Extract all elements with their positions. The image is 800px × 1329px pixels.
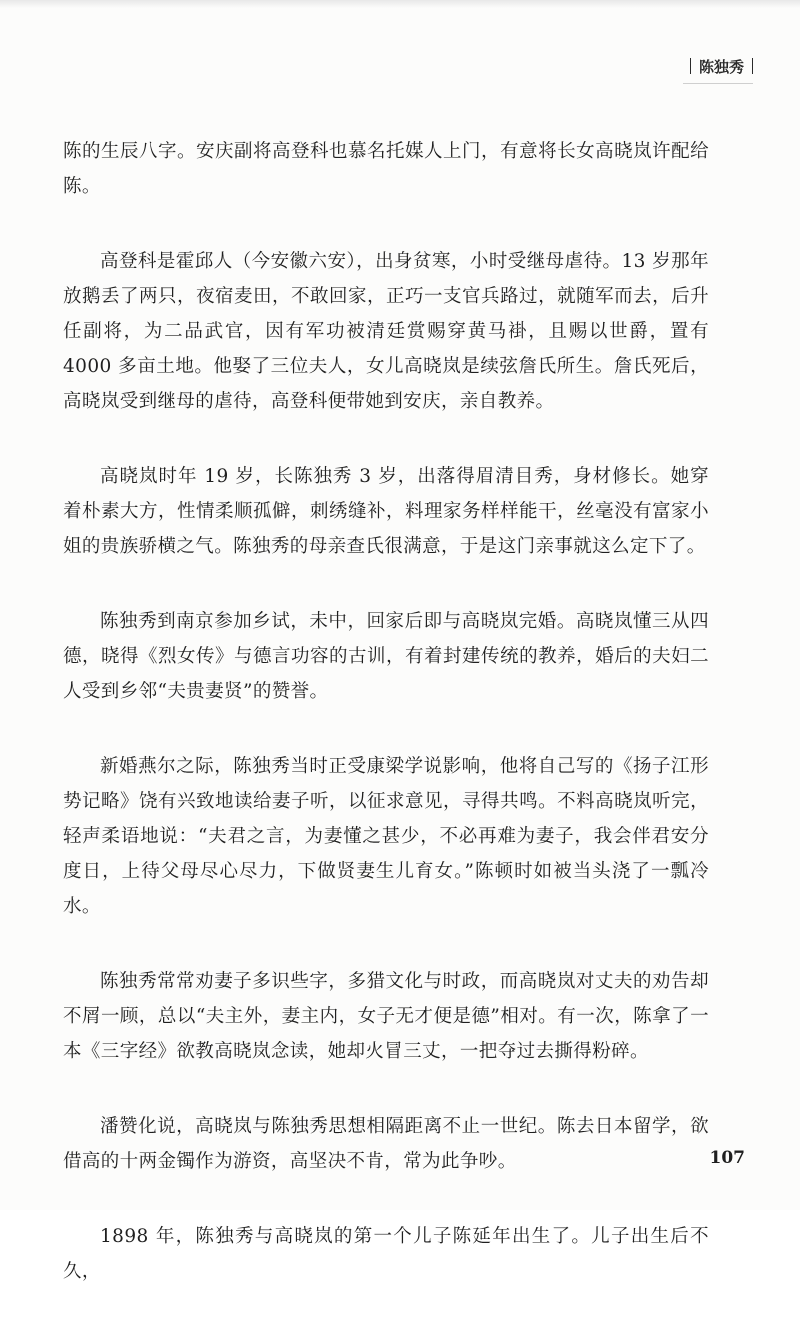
- page-top-edge: [0, 0, 800, 8]
- paragraph: 陈独秀常常劝妻子多识些字，多猎文化与时政，而高晓岚对丈夫的劝告却不屑一顾，总以“夫主外，妻主内，女子无才便是德”相对。有一次，陈拿了一本《三字经》欲教高晓岚念读，她却火冒三丈，一把夺过去撕得粉碎。: [63, 971, 709, 1062]
- paragraph: 高晓岚时年 19 岁，长陈独秀 3 岁，出落得眉清目秀，身材修长。她穿着朴素大方，性情柔顺孤僻，刺绣缝补，料理家务样样能干，丝毫没有富家小姐的贵族骄横之气。陈独秀的母亲查氏很满意，于是这门亲事就这么定下了。: [63, 466, 709, 557]
- paragraph-continued: 陈的生辰八字。安庆副将高登科也慕名托媒人上门，有意将长女高晓岚许配给陈。: [63, 141, 709, 197]
- header-right-bar: [752, 58, 753, 74]
- body-text: [63, 134, 709, 1329]
- paragraph: 陈独秀到南京参加乡试，未中，回家后即与高晓岚完婚。高晓岚懂三从四德，晓得《烈女传》与德言功容的古训，有着封建传统的教养，婚后的夫妇二人受到乡邻“夫贵妻贤”的赞誉。: [63, 611, 709, 702]
- running-header-title: 陈独秀: [698, 57, 744, 76]
- paragraph: 潘赞化说，高晓岚与陈独秀思想相隔距离不止一世纪。陈去日本留学，欲借高的十两金镯作为游资，高坚决不肯，常为此争吵。: [63, 1116, 709, 1172]
- paragraph: 高登科是霍邱人（今安徽六安），出身贫寒，小时受继母虐待。13 岁那年放鹅丢了两只，夜宿麦田，不敢回家，正巧一支官兵路过，就随军而去，后升任副将，为二品武官，因有军功被清廷赏赐穿黄马褂，且赐以世爵，置有 4000 多亩土地。他娶了三位夫人，女儿高晓岚是续弦詹氏所生。詹氏死后，高晓岚受到继母的虐待，高登科便带她到安庆，亲自教养。: [63, 251, 709, 412]
- paragraph: 1898 年，陈独秀与高晓岚的第一个儿子陈延年出生了。儿子出生后不久，: [63, 1226, 709, 1282]
- running-header: [690, 53, 753, 79]
- page-number: 107: [709, 1148, 745, 1168]
- paragraph: 新婚燕尔之际，陈独秀当时正受康梁学说影响，他将自己写的《扬子江形势记略》饶有兴致地读给妻子听，以征求意见，寻得共鸣。不料高晓岚听完，轻声柔语地说：“夫君之言，为妻懂之甚少，不必再难为妻子，我会伴君安分度日，上待父母尽心尽力，下做贤妻生儿育女。”陈顿时如被当头浇了一瓢冷水。: [63, 756, 709, 917]
- header-left-bar: [690, 58, 691, 74]
- header-rule: [683, 83, 753, 84]
